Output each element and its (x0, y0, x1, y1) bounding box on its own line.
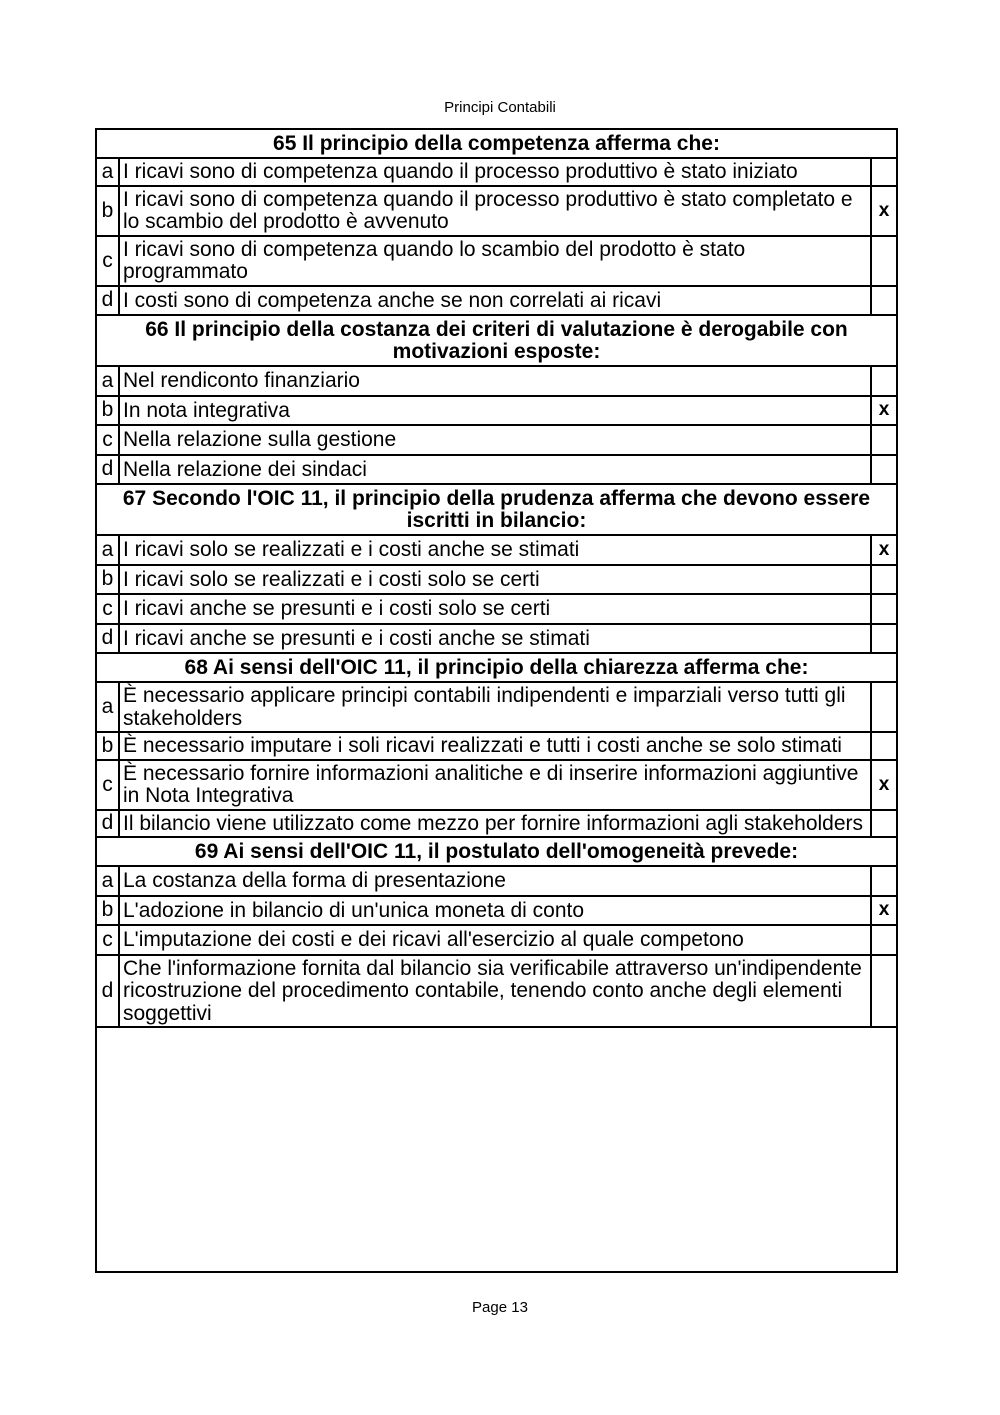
answer-row (97, 536, 896, 566)
answer-mark (872, 811, 896, 837)
answer-letter: c (97, 237, 120, 285)
answer-letter: c (97, 926, 120, 954)
answer-row (97, 595, 896, 625)
answer-mark (872, 159, 896, 185)
answer-row (97, 426, 896, 456)
empty-area (97, 1028, 896, 1198)
question-title: 69 Ai sensi dell'OIC 11, il postulato dell'omogeneità prevede: (97, 838, 896, 867)
answer-row (97, 397, 896, 427)
answer-row (97, 566, 896, 596)
answer-row (97, 287, 896, 317)
answer-row (97, 456, 896, 486)
answer-letter: a (97, 159, 120, 185)
answer-letter: d (97, 287, 120, 315)
answer-text: La costanza della forma di presentazione (120, 867, 872, 895)
answer-letter: b (97, 566, 120, 594)
answer-row (97, 237, 896, 287)
answer-mark: x (878, 538, 890, 560)
answer-text: L'adozione in bilancio di un'unica moneta di conto (120, 897, 872, 925)
answer-mark (872, 595, 896, 623)
answer-letter: b (97, 733, 120, 759)
answer-text: È necessario applicare principi contabili indipendenti e imparziali verso tutti gli stakeholders (120, 683, 872, 731)
answer-letter: d (97, 811, 120, 837)
question-title: 66 Il principio della costanza dei criteri di valutazione è derogabile con motivazioni esposte: (97, 316, 896, 367)
question-title: 65 Il principio della competenza afferma che: (97, 130, 896, 159)
answer-mark (872, 566, 896, 594)
answer-letter: c (97, 426, 120, 454)
answer-row (97, 926, 896, 956)
answer-letter: b (97, 397, 120, 425)
answer-mark (872, 867, 896, 895)
answer-letter: a (97, 367, 120, 395)
answer-text: I ricavi sono di competenza quando il processo produttivo è stato iniziato (120, 159, 872, 185)
answer-mark (872, 456, 896, 484)
answer-row (97, 683, 896, 733)
answer-text: I ricavi solo se realizzati e i costi solo se certi (120, 566, 872, 594)
answer-letter: b (97, 897, 120, 925)
page-footer: Page 13 (472, 1299, 528, 1316)
answer-row (97, 811, 896, 839)
answer-text: È necessario fornire informazioni analitiche e di inserire informazioni aggiuntive in Nota Integrativa (120, 761, 872, 809)
answer-mark: x (878, 399, 890, 421)
answer-row (97, 367, 896, 397)
answer-text: È necessario imputare i soli ricavi realizzati e tutti i costi anche se solo stimati (120, 733, 872, 759)
answer-text: L'imputazione dei costi e dei ricavi all'esercizio al quale competono (120, 926, 872, 954)
answer-letter: a (97, 867, 120, 895)
answer-text: I ricavi solo se realizzati e i costi anche se stimati (120, 536, 872, 564)
answer-mark: x (878, 899, 890, 921)
answer-letter: d (97, 625, 120, 653)
answer-text: Che l'informazione fornita dal bilancio sia verificabile attraverso un'indipendente ricostruzione del procedimento contabile, tenendo conto anche degli elementi soggettivi (120, 956, 872, 1027)
answer-mark (872, 367, 896, 395)
answer-row (97, 187, 896, 237)
question-title: 68 Ai sensi dell'OIC 11, il principio della chiarezza afferma che: (97, 654, 896, 683)
answer-text: Nella relazione sulla gestione (120, 426, 872, 454)
answer-mark (872, 733, 896, 759)
answer-mark (872, 926, 896, 954)
answer-letter: c (97, 595, 120, 623)
answer-row (97, 897, 896, 927)
answer-row (97, 867, 896, 897)
answer-row (97, 761, 896, 811)
answer-text: Nel rendiconto finanziario (120, 367, 872, 395)
answer-mark (872, 237, 896, 285)
answer-row (97, 733, 896, 761)
answer-text: I ricavi anche se presunti e i costi anche se stimati (120, 625, 872, 653)
answer-text: Il bilancio viene utilizzato come mezzo per fornire informazioni agli stakeholders (120, 811, 872, 837)
answer-mark (872, 287, 896, 315)
answer-letter: a (97, 536, 120, 564)
answer-row (97, 956, 896, 1029)
quiz-table (95, 128, 898, 1273)
answer-text: I ricavi anche se presunti e i costi solo se certi (120, 595, 872, 623)
answer-text: In nota integrativa (120, 397, 872, 425)
answer-letter: d (97, 456, 120, 484)
page-header: Principi Contabili (444, 99, 556, 116)
answer-mark (872, 956, 896, 1027)
answer-text: I costi sono di competenza anche se non correlati ai ricavi (120, 287, 872, 315)
answer-letter: a (97, 683, 120, 731)
answer-row (97, 625, 896, 655)
answer-mark (872, 625, 896, 653)
question-title: 67 Secondo l'OIC 11, il principio della prudenza afferma che devono essere iscritti in bilancio: (97, 485, 896, 536)
answer-mark: x (878, 773, 890, 795)
answer-text: I ricavi sono di competenza quando lo scambio del prodotto è stato programmato (120, 237, 872, 285)
answer-letter: b (97, 187, 120, 235)
answer-mark (872, 683, 896, 731)
answer-letter: d (97, 956, 120, 1027)
answer-mark: x (878, 199, 890, 221)
answer-mark (872, 426, 896, 454)
answer-text: I ricavi sono di competenza quando il processo produttivo è stato completato e lo scambio del prodotto è avvenuto (120, 187, 872, 235)
answer-row (97, 159, 896, 187)
answer-text: Nella relazione dei sindaci (120, 456, 872, 484)
answer-letter: c (97, 761, 120, 809)
